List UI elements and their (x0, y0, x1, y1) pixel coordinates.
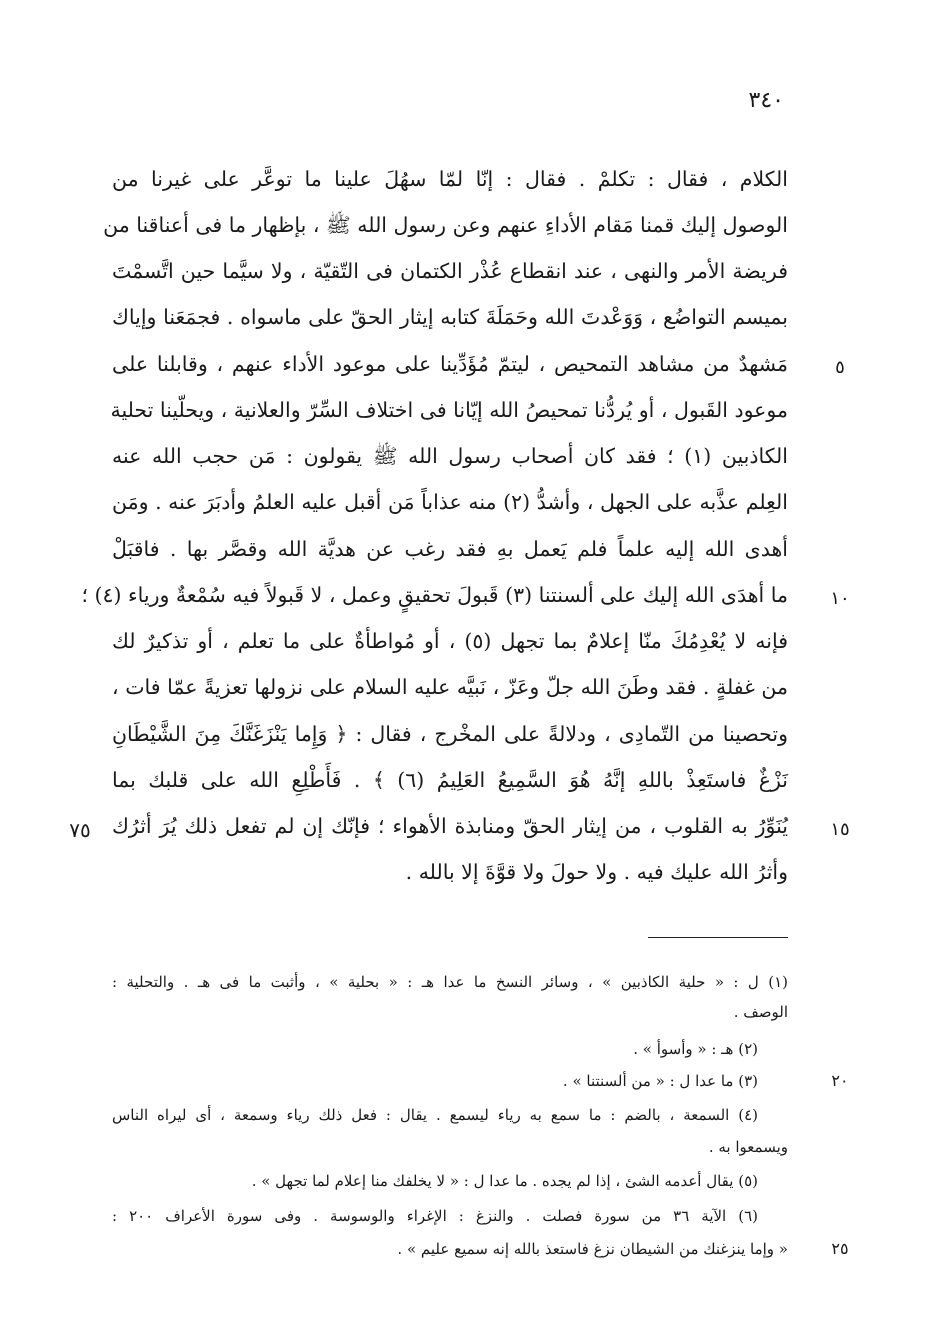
footnote-line: (٦) الآية ٣٦ من سورة فصلت . والنزغ : الإغراء والوسوسة . وفى سورة الأعراف ٢٠٠ : (112, 1207, 758, 1225)
footnote-line: « وإما ينزغنك من الشيطان نزغ فاستعذ بالله إنه سميع عليم » . (397, 1240, 788, 1258)
text-line: وتحصينا من التّمادِى ، ودلالةً على المخْرج ، فقال : ﴿ وَإِما يَنْزَغَنَّكَ مِنَ الشَّيْطَانِ (112, 722, 788, 746)
original-page-marker: ٧٥ (69, 818, 91, 842)
line-number: ٥ (835, 357, 845, 378)
line-number: ١٥ (830, 819, 850, 840)
footnote-line: (٣) ما عدا ل : « من ألسنتنا » . (562, 1072, 758, 1090)
text-line: ما أهدَى الله إليك على ألسنتنا (٣) قَبولَ تحقيقٍ وعمل ، لا قَبولاً فيه سُمْعةٌ ورياء (٤) ؛ (81, 583, 788, 607)
text-line: فريضة الأمر والنهى ، عند انقطاع عُذْر الكتمان فى التّقيّة ، ولا سيَّما حين اتَّسمْتَ (112, 259, 788, 283)
line-number: ٢٥ (831, 1239, 849, 1258)
text-line: مَشهدٌ من مشاهد التمحيص ، ليتمّ مُؤَدِّينا على موعود الأداء عنهم ، وقابلنا على (112, 352, 788, 376)
text-line: فإنه لا يُعْدِمُكَ منّا إعلامٌ بما تجهل (٥) ، أو مُواطأةٌ على ما تعلم ، أو تذكيرٌ لك (112, 629, 789, 653)
text-line: العِلم عذَّبه على الجهل ، وأشدُّ (٢) منه عذاباً مَن أقبل عليه العلمُ وأدبَرَ عنه . ومَن (112, 490, 788, 514)
footnote-divider (648, 937, 788, 938)
text-line: من غفلةٍ . فقد وطَنَ الله جلّ وعَزّ ، نَبيَّه عليه السلام على نزولها تعزيةً عمّا فات ، (112, 675, 788, 699)
footnote-line: (١) ل : « حلية الكاذبين » ، وسائر النسخ ما عدا هـ : « بحلية » ، وأثبت ما فى هـ . والتحلية : (112, 973, 788, 991)
text-line: أهدى الله إليه علماً فلم يَعمل بهِ فقد رغب عن هديَّة الله وقصَّر بها . فاقبَلْ (112, 537, 788, 561)
text-line: الوصول إليك قمنا مَقام الأداءِ عنهم وعن رسول الله ﷺ ، بإظهار ما فى أعناقنا من (103, 213, 788, 237)
text-line: وأثرُ الله عليك فيه . ولا حولَ ولا قوَّةَ إلا بالله . (405, 860, 788, 884)
text-line: بميسم التواضُع ، وَوَعْدتَ الله وحَمَلَةَ كتابه إيثار الحقّ على ماسواه . فجمَعَنا وإياك (112, 305, 788, 329)
footnote-line: الوصف . (733, 1003, 788, 1021)
page-number: ٣٤٠ (748, 88, 784, 113)
text-line: يُنَوِّرُ به القلوب ، من إيثار الحقّ ومنابذة الأهواء ؛ فإنّك إن لم تفعل ذلك يُرَ أثرُك (112, 814, 788, 838)
text-line: نَزْغٌ فاستَعِذْ باللهِ إنَّهُ هُوَ السَّمِيعُ العَلِيمُ (٦) ﴾ . فَأَطْلِعِ الله على قلبك بما (112, 768, 788, 792)
text-line: الكاذبين (١) ؛ فقد كان أصحاب رسول الله ﷺ يقولون : مَن حجب الله عنه (112, 444, 788, 468)
footnote-line: ويسمعوا به . (708, 1138, 788, 1156)
footnote-line: (٤) السمعة ، بالضم : ما سمع به رياء ليسمع . يقال : فعل ذلك رياء وسمعة ، أى ليراه الناس (112, 1106, 758, 1124)
line-number: ١٠ (830, 588, 850, 609)
text-line: موعود القَبول ، أو يُردُّنا تمحيصُ الله إيّانا فى اختلاف السِّرّ والعلانية ، ويحلّينا تحلية (110, 398, 788, 422)
footnote-line: (٥) يقال أعدمه الشئ ، إذا لم يجده . ما عدا ل : « لا يخلفك منا إعلام لما تجهل » . (251, 1172, 758, 1190)
line-number: ٢٠ (831, 1071, 849, 1090)
footnote-line: (٢) هـ : « وأسوأ » . (633, 1040, 758, 1058)
text-line: الكلام ، فقال : تكلمْ . فقال : إنّا لمّا سهُلَ علينا ما توعَّر على غيرنا من (112, 167, 788, 191)
